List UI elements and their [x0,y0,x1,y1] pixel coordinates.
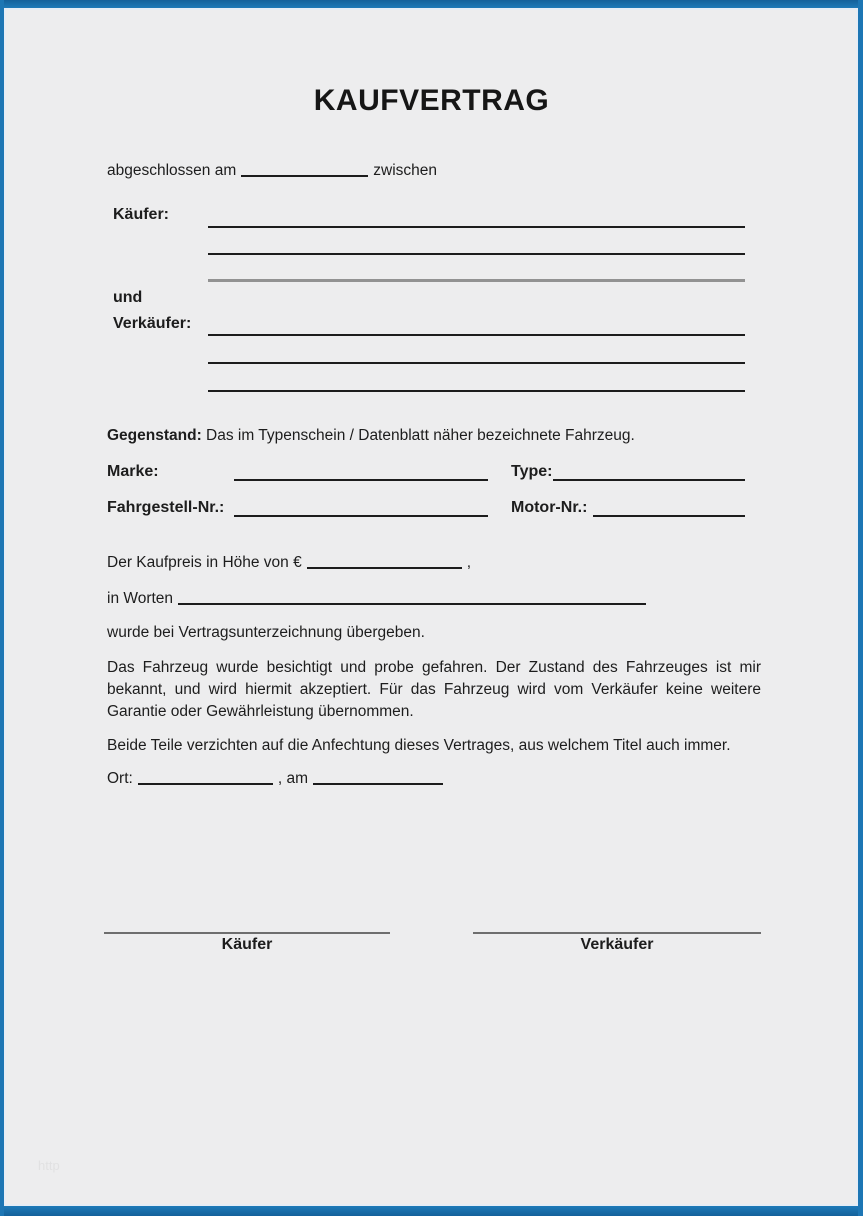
seller-signature-line [473,932,761,934]
price-line [107,554,471,572]
seller-blank-line-1 [208,334,745,336]
subject-text: Das im Typenschein / Datenblatt näher bezeichnete Fahrzeug. [206,427,635,444]
fahrgestell-nr-blank-line [234,515,488,517]
and-label: und [113,289,143,306]
subject-label: Gegenstand: [107,427,202,444]
waiver-paragraph: Beide Teile verzichten auf die Anfechtung dieses Vertrages, aus welchem Titel auch immer. [107,737,731,754]
page-border-top [0,0,863,8]
place-label: Ort: [107,770,133,787]
intro-text-before: abgeschlossen am [107,162,237,179]
seller-blank-line-2 [208,362,745,364]
intro-text-after: zwischen [373,162,437,179]
intro-line [107,162,437,180]
buyer-signature-line [104,932,390,934]
place-blank-line [138,770,273,785]
in-words-line [107,590,651,608]
date-label: , am [277,770,308,787]
seller-blank-line-3 [208,390,745,392]
price-text-after: , [466,554,472,571]
motor-nr-blank-line [593,515,745,517]
place-date-line [107,770,448,788]
seller-signature-label: Verkäufer [580,936,654,953]
type-label: Type: [511,463,553,480]
buyer-signature-label: Käufer [221,936,273,953]
page-border-left [0,0,4,1216]
price-blank-line [307,554,462,569]
buyer-blank-line-2 [208,253,745,255]
page-title: KAUFVERTRAG [313,84,550,117]
price-text-before: Der Kaufpreis in Höhe von € [107,554,302,571]
watermark-text: http [38,1158,60,1173]
motor-nr-label: Motor-Nr.: [511,499,588,516]
subject-line [107,427,635,445]
marke-blank-line [234,479,488,481]
type-blank-line [553,479,745,481]
buyer-label: Käufer: [113,206,170,223]
fahrgestell-nr-label: Fahrgestell-Nr.: [107,499,225,516]
page-border-right [858,0,863,1216]
page-border-bottom [0,1206,863,1216]
in-words-label: in Worten [107,590,174,607]
in-words-blank-line [178,590,646,605]
marke-label: Marke: [107,463,159,480]
buyer-blank-line-3 [208,279,745,282]
date-blank-line-2 [313,770,443,785]
buyer-blank-line-1 [208,226,745,228]
date-blank-line [241,162,368,177]
seller-label: Verkäufer: [113,315,192,332]
handover-text: wurde bei Vertragsunterzeichnung übergeben. [107,624,425,641]
inspection-paragraph: Das Fahrzeug wurde besichtigt und probe gefahren. Der Zustand des Fahrzeuges ist mir bekannt, und wird hiermit akzeptiert. Für das Fahrzeug wird vom Verkäufer keine weitere Garantie oder Gewährleistung übernommen. [107,659,761,720]
